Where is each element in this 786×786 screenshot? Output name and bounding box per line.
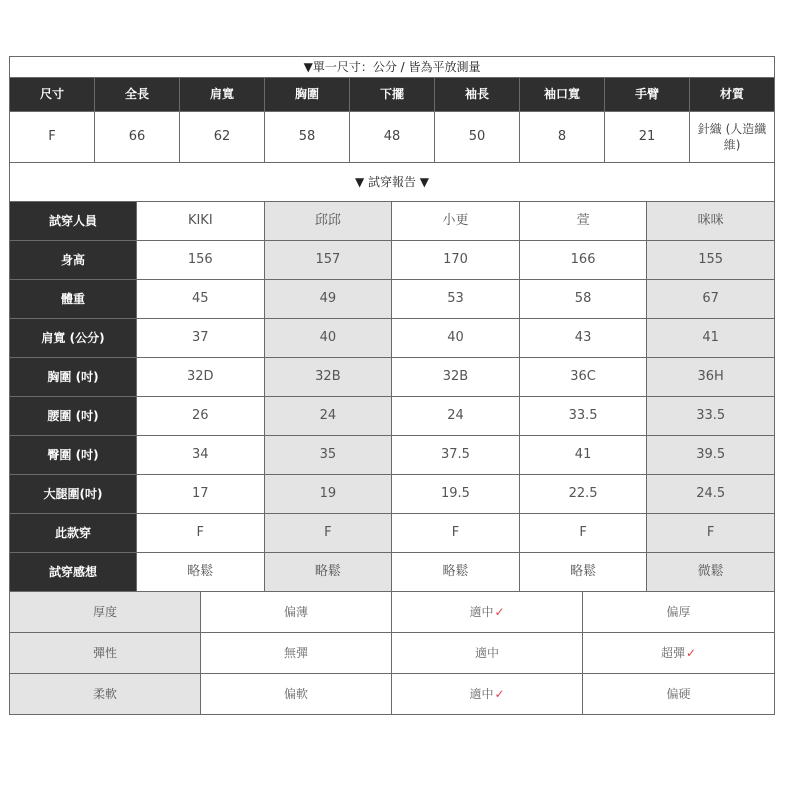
fabric-feel-option-text: 適中	[474, 645, 499, 660]
size-header-cell: 材質	[690, 78, 775, 112]
trial-row-label: 大腿圍(吋)	[10, 475, 137, 514]
trial-cell: 19.5	[392, 475, 520, 514]
trial-row	[10, 280, 775, 319]
fabric-feel-option-text: 適中	[469, 604, 494, 619]
size-value-cell: 50	[435, 112, 520, 163]
fabric-feel-option	[392, 592, 583, 633]
size-header-cell: 肩寬	[180, 78, 265, 112]
trial-cell: 36C	[519, 358, 647, 397]
fabric-feel-option-text: 偏薄	[283, 604, 308, 619]
trial-cell: 22.5	[519, 475, 647, 514]
trial-cell: 37	[137, 319, 265, 358]
trial-cell: 37.5	[392, 436, 520, 475]
size-table	[9, 56, 775, 163]
trial-report-title: ▼ 試穿報告 ▼	[10, 163, 775, 202]
trial-cell: F	[647, 514, 775, 553]
size-header-cell: 尺寸	[10, 78, 95, 112]
size-value-cell: 48	[350, 112, 435, 163]
trial-cell: 166	[519, 241, 647, 280]
trial-cell: 24	[392, 397, 520, 436]
size-header-cell: 下擺	[350, 78, 435, 112]
size-value-cell: 8	[520, 112, 605, 163]
trial-report-table	[9, 162, 775, 592]
trial-row-label: 此款穿	[10, 514, 137, 553]
trial-row	[10, 553, 775, 592]
trial-cell: 咪咪	[647, 202, 775, 241]
fabric-feel-option	[201, 674, 392, 715]
size-value-cell: 62	[180, 112, 265, 163]
trial-row	[10, 358, 775, 397]
size-header-cell: 袖長	[435, 78, 520, 112]
trial-cell: 33.5	[519, 397, 647, 436]
trial-cell: 43	[519, 319, 647, 358]
size-value-cell: 66	[95, 112, 180, 163]
size-chart	[9, 56, 774, 715]
size-header-cell: 手臂	[605, 78, 690, 112]
trial-cell: 41	[519, 436, 647, 475]
trial-row	[10, 319, 775, 358]
trial-cell: 157	[264, 241, 392, 280]
size-header-cell: 胸圍	[265, 78, 350, 112]
fabric-feel-option	[392, 674, 583, 715]
fabric-feel-table	[9, 591, 775, 715]
trial-cell: 156	[137, 241, 265, 280]
fabric-feel-row	[10, 592, 775, 633]
trial-cell: 略鬆	[519, 553, 647, 592]
trial-cell: 26	[137, 397, 265, 436]
check-icon: ✓	[494, 686, 505, 701]
trial-cell: 45	[137, 280, 265, 319]
trial-cell: 33.5	[647, 397, 775, 436]
size-table-title: ▼單一尺寸：公分 / 皆為平放測量	[10, 57, 775, 78]
fabric-feel-row	[10, 633, 775, 674]
fabric-feel-option	[583, 633, 775, 674]
trial-cell: F	[392, 514, 520, 553]
size-value-cell: 21	[605, 112, 690, 163]
fabric-feel-option-text: 適中	[469, 686, 494, 701]
fabric-feel-option-text: 超彈	[660, 645, 685, 660]
trial-cell: 53	[392, 280, 520, 319]
fabric-feel-row	[10, 674, 775, 715]
trial-cell: F	[519, 514, 647, 553]
fabric-feel-option-text: 無彈	[283, 645, 308, 660]
trial-cell: 24	[264, 397, 392, 436]
trial-cell: 35	[264, 436, 392, 475]
size-value-cell: 針織 (人造纖維)	[690, 112, 775, 163]
trial-cell: 40	[264, 319, 392, 358]
size-header-cell: 全長	[95, 78, 180, 112]
trial-cell: 32D	[137, 358, 265, 397]
trial-cell: 24.5	[647, 475, 775, 514]
trial-cell: 19	[264, 475, 392, 514]
trial-row	[10, 397, 775, 436]
trial-cell: 49	[264, 280, 392, 319]
trial-cell: 58	[519, 280, 647, 319]
trial-cell: 邱邱	[264, 202, 392, 241]
size-value-cell: F	[10, 112, 95, 163]
fabric-feel-option	[583, 592, 775, 633]
trial-cell: 萱	[519, 202, 647, 241]
size-value-cell: 58	[265, 112, 350, 163]
trial-cell: F	[264, 514, 392, 553]
check-icon: ✓	[494, 604, 505, 619]
fabric-feel-option	[392, 633, 583, 674]
trial-row	[10, 241, 775, 280]
trial-row-label: 胸圍 (吋)	[10, 358, 137, 397]
trial-row	[10, 514, 775, 553]
fabric-feel-option-text: 偏硬	[666, 686, 691, 701]
trial-row-label: 臀圍 (吋)	[10, 436, 137, 475]
trial-cell: 36H	[647, 358, 775, 397]
trial-cell: 40	[392, 319, 520, 358]
trial-cell: 39.5	[647, 436, 775, 475]
trial-cell: 41	[647, 319, 775, 358]
fabric-feel-label: 彈性	[10, 633, 201, 674]
trial-cell: 32B	[392, 358, 520, 397]
trial-row	[10, 202, 775, 241]
trial-row	[10, 436, 775, 475]
trial-row-label: 腰圍 (吋)	[10, 397, 137, 436]
fabric-feel-option-text: 偏厚	[666, 604, 691, 619]
fabric-feel-label: 厚度	[10, 592, 201, 633]
trial-row-label: 試穿感想	[10, 553, 137, 592]
trial-row	[10, 475, 775, 514]
trial-cell: 微鬆	[647, 553, 775, 592]
trial-cell: 67	[647, 280, 775, 319]
trial-cell: KIKI	[137, 202, 265, 241]
fabric-feel-option	[201, 633, 392, 674]
trial-cell: 17	[137, 475, 265, 514]
size-header-cell: 袖口寬	[520, 78, 605, 112]
trial-cell: 170	[392, 241, 520, 280]
fabric-feel-label: 柔軟	[10, 674, 201, 715]
trial-cell: 略鬆	[137, 553, 265, 592]
trial-cell: 155	[647, 241, 775, 280]
fabric-feel-option	[583, 674, 775, 715]
trial-row-label: 身高	[10, 241, 137, 280]
check-icon: ✓	[685, 645, 697, 660]
fabric-feel-option-text: 偏軟	[283, 686, 308, 701]
trial-cell: 小更	[392, 202, 520, 241]
trial-cell: 32B	[264, 358, 392, 397]
fabric-feel-option	[201, 592, 392, 633]
trial-cell: 略鬆	[392, 553, 520, 592]
trial-cell: 略鬆	[264, 553, 392, 592]
trial-row-label: 試穿人員	[10, 202, 137, 241]
trial-cell: 34	[137, 436, 265, 475]
trial-row-label: 體重	[10, 280, 137, 319]
trial-cell: F	[137, 514, 265, 553]
trial-row-label: 肩寬 (公分)	[10, 319, 137, 358]
